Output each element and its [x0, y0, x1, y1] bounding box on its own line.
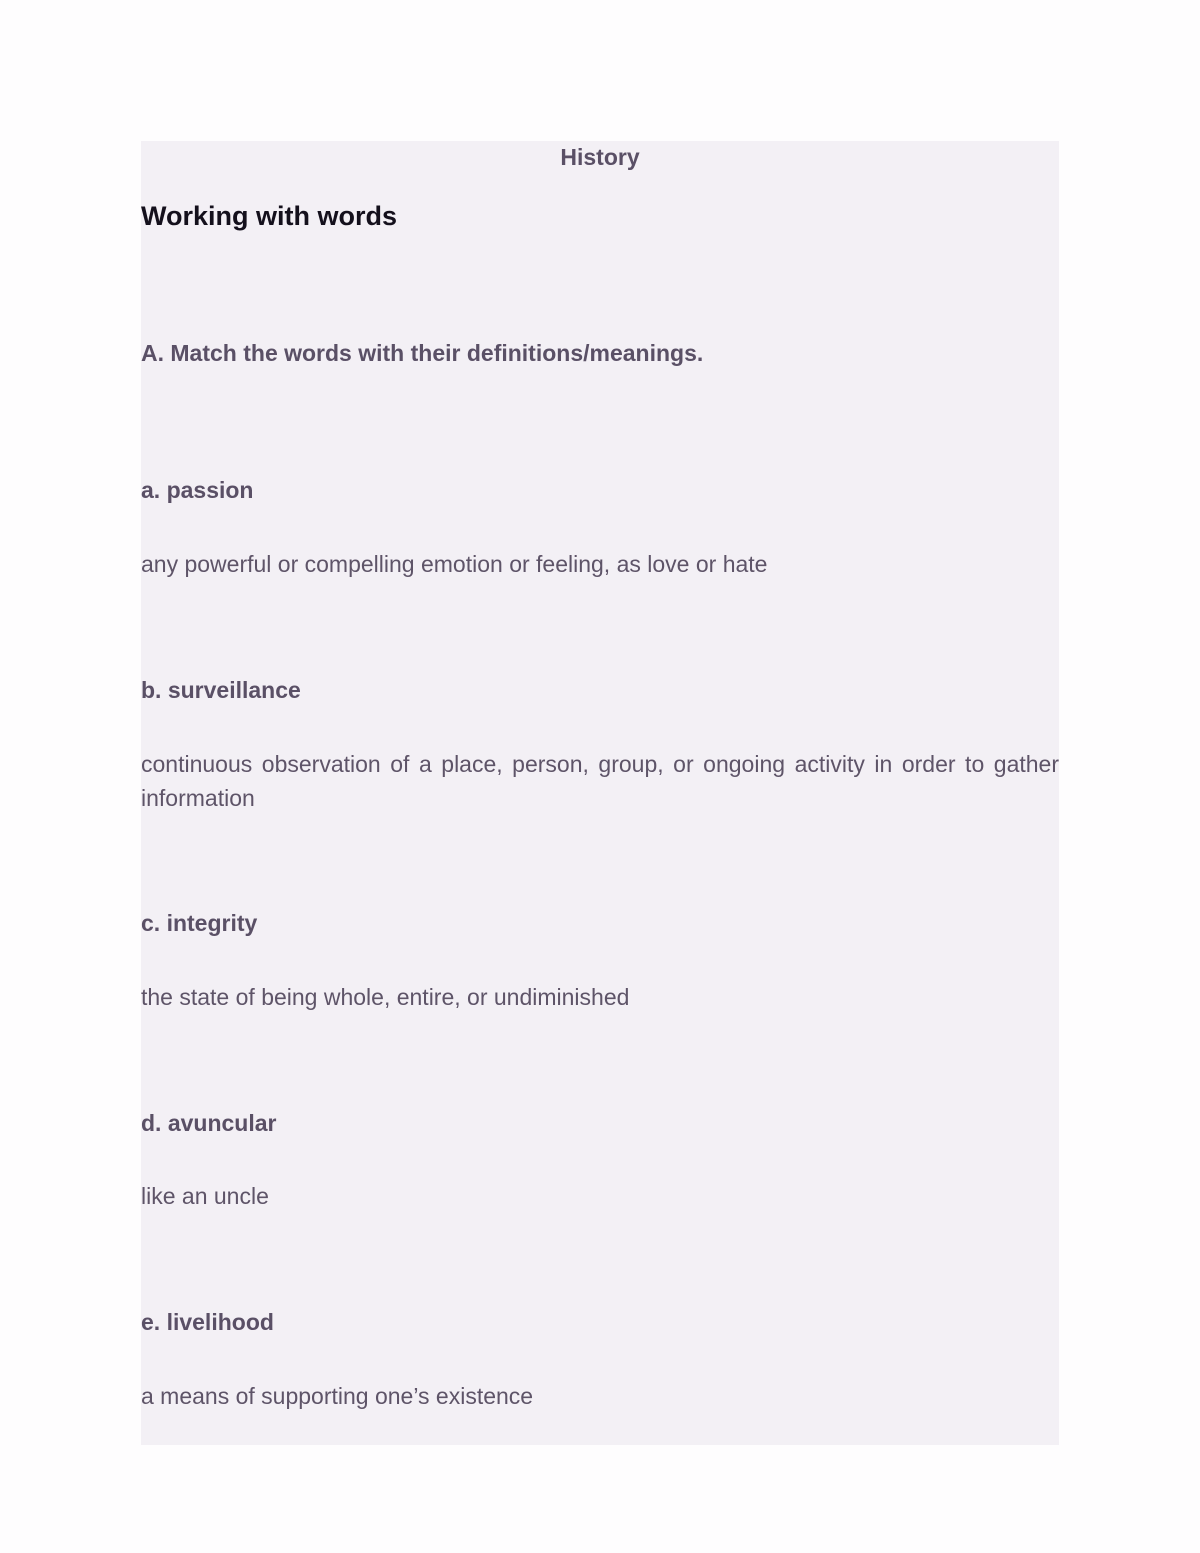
- term-avuncular: d. avuncular: [141, 1110, 277, 1136]
- definition-avuncular: like an uncle: [141, 1183, 269, 1209]
- definition-passion: any powerful or compelling emotion or feeling, as love or hate: [141, 551, 768, 577]
- term-livelihood: e. livelihood: [141, 1309, 274, 1335]
- definition-integrity: the state of being whole, entire, or undiminished: [141, 984, 630, 1010]
- page-content: [141, 141, 1059, 1445]
- term-passion: a. passion: [141, 477, 254, 503]
- definition-surveillance: continuous observation of a place, person, group, or ongoing activity in order to gather information: [141, 751, 1059, 811]
- term-surveillance: b. surveillance: [141, 677, 301, 703]
- term-integrity: c. integrity: [141, 910, 258, 936]
- exercise-instruction: A. Match the words with their definitions/meanings.: [141, 340, 704, 366]
- subject-header: History: [560, 144, 640, 170]
- definition-livelihood: a means of supporting one’s existence: [141, 1383, 534, 1409]
- section-title: Working with words: [141, 201, 397, 231]
